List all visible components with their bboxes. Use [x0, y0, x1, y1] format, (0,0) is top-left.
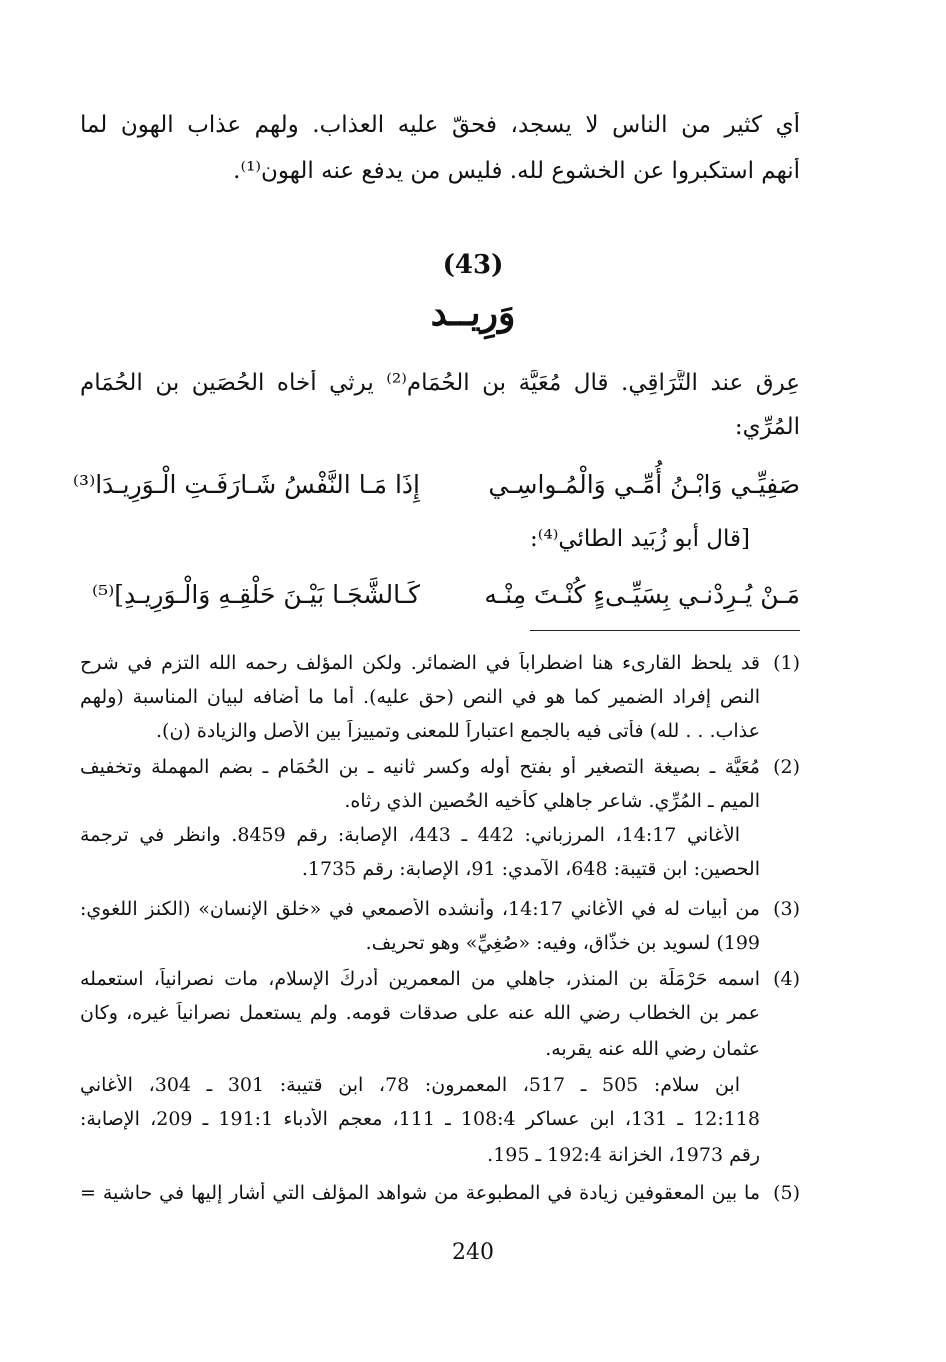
- footnote-1-line-3: عذاب. . . لله) فأتى فيه بالجمع اعتباراً للمعنى وتمييزاً بين الأصل والزيادة (ن).: [156, 720, 760, 742]
- definition-line-2: المُرِّي:: [734, 414, 800, 440]
- verse-attribution: [قال أبو زُبَيد الطائي⁽⁴⁾:: [530, 526, 750, 552]
- footnote-5-number: (5): [773, 1182, 800, 1204]
- definition-line-1: عِرق عند التَّرَاقِي. قال مُعَيَّة بن الحُمَام⁽²⁾ يرثي أخاه الحُصَين بن الحُمَام: [80, 370, 800, 396]
- footnote-4-line-4: ابن سلام: 505 ـ 517، المعمرون: 78، ابن قتيبة: 301 ـ 304، الأغاني: [80, 1074, 740, 1096]
- footnote-3-number: (3): [773, 898, 800, 920]
- footnote-1-number: (1): [773, 652, 800, 674]
- footnote-4-line-6: رقم 1973، الخزانة 192:4 ـ 195.: [487, 1144, 760, 1166]
- footnote-separator: [530, 630, 800, 631]
- footnote-2-line-2: الميم ـ المُرِّي. شاعر جاهلي كأخيه الحُصين الذي رثاه.: [344, 790, 760, 812]
- footnote-1-line-1: قد يلحظ القارىء هنا اضطراباً في الضمائر. ولكن المؤلف رحمه الله التزم في شرح: [80, 652, 760, 674]
- entry-number: (43): [442, 250, 504, 280]
- footnote-5-line-1: ما بين المعقوفين زيادة في المطبوعة من شواهد المؤلف التي أشار إليها في حاشية =: [80, 1182, 760, 1204]
- footnote-3-line-1: من أبيات له في الأغاني 14:17، وأنشده الأصمعي في «خلق الإنسان» (الكنز اللغوي:: [80, 898, 760, 920]
- entry-headword: وَرِيــد: [430, 292, 516, 334]
- verse-1-first-hemistich: صَفِيِّـي وَابْـنُ أُمِّـي وَالْمُـواسِـي: [488, 470, 800, 499]
- verse-2-first-hemistich: مَـنْ يُـرِدْنـي بِسَيِّـىءٍ كُنْـتَ مِنْـه: [484, 580, 800, 609]
- footnote-3-line-2: 199) لسويد بن خذّاق، وفيه: «صُغِيِّ» وهو تحريف.: [365, 932, 760, 954]
- footnote-4-line-1: اسمه حَرْمَلَة بن المنذر، جاهلي من المعمرين أدركَ الإسلام، مات نصرانياً، استعمله: [80, 968, 760, 990]
- footnote-4-line-3: عثمان رضي الله عنه يقربه.: [545, 1038, 760, 1060]
- footnote-4-line-5: 12:118 ـ 131، ابن عساكر 108:4 ـ 111، معجم الأدباء 191:1 ـ 209، الإصابة:: [80, 1108, 760, 1130]
- verse-1-second-hemistich: إِذَا مَـا النَّفْسُ شَـارَفَـتِ الْـوَرِيـدَا⁽³⁾: [72, 470, 420, 499]
- footnote-2-number: (2): [773, 756, 800, 778]
- footnote-2-line-4: الحصين: ابن قتيبة: 648، الآمدي: 91، الإصابة: رقم 1735.: [301, 858, 760, 880]
- page-number: 240: [452, 1240, 494, 1265]
- intro-line-2: أنهم استكبروا عن الخشوع لله. فليس من يدفع عنه الهون⁽¹⁾.: [233, 158, 800, 184]
- footnote-1-line-2: النص إفراد الضمير كما هو في النص (حق عليه). أما ما أضافه لبيان المناسبة (ولهم: [80, 686, 760, 708]
- footnote-2-line-1: مُعَيَّة ـ بصيغة التصغير أو بفتح أوله وكسر ثانيه ـ بن الحُمَام ـ بضم المهملة وتخفيف: [80, 756, 760, 778]
- intro-line-1: أي كثير من الناس لا يسجد، فحقّ عليه العذاب. ولهم عذاب الهون لما: [80, 112, 800, 138]
- verse-2-second-hemistich: كَـالشَّجَـا بَيْـنَ حَلْقِـهِ وَالْـوَرِيـدِ]⁽⁵⁾: [91, 580, 420, 609]
- footnote-2-line-3: الأغاني 14:17، المرزباني: 442 ـ 443، الإصابة: رقم 8459. وانظر في ترجمة: [80, 824, 740, 846]
- footnote-4-number: (4): [773, 968, 800, 990]
- footnote-4-line-2: عمر بن الخطاب رضي الله عنه على صدقات قومه. ولم يستعمل نصرانياً غيره، وكان: [80, 1002, 760, 1024]
